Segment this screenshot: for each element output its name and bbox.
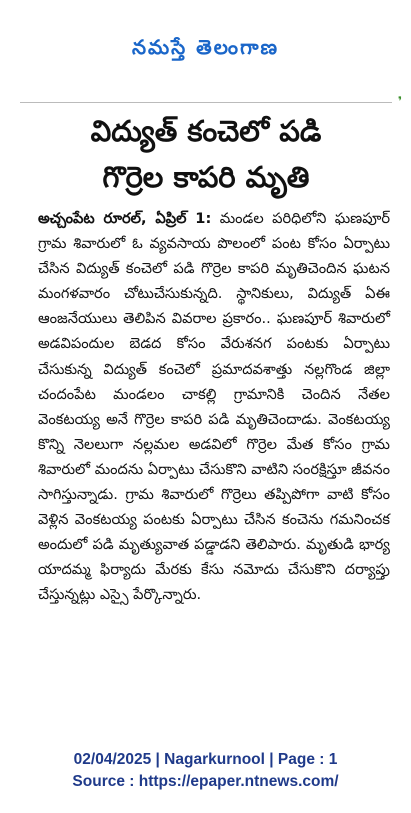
edition-info: 02/04/2025 | Nagarkurnool | Page : 1	[73, 751, 338, 768]
source-link: Source : https://epaper.ntnews.com/	[72, 773, 339, 790]
article-body	[38, 206, 390, 608]
masthead	[0, 6, 411, 88]
source-footer	[0, 749, 411, 793]
dateline: అచ్చంపేట రూరల్, ఏప్రిల్ 1:	[38, 210, 212, 227]
headline	[20, 108, 392, 200]
headline-line-1: విద్యుత్ కంచెలో పడి	[90, 114, 322, 148]
header-divider	[20, 102, 392, 103]
headline-line-2: గొర్రెల కాపరి మృతి	[102, 160, 310, 194]
newspaper-logo: నమస్తే తెలంగాణ	[131, 35, 280, 59]
article-text: మండల పరిధిలోని ఘణపూర్ గ్రామ శివారులో ఓ వ్యవసాయ పొలంలో పంట కోసం ఏర్పాటు చేసిన విద్యుత్ కంచెలో పడి గొర్రెల కాపరి మృతిచెందిన ఘటన మంగళవారం చోటుచేసుకున్నది. స్థానికులు, విద్యుత్ ఏఈ ఆంజనేయులు తెలిపిన వివరాల ప్రకారం.. ఘణపూర్ శివారులో అడవిపందుల బెడద కోసం వేరుశనగ పంటకు ఏర్పాటు చేసుకున్న విద్యుత్ కంచెలో ప్రమాదవశాత్తు నల్లగొండ జిల్లా చందంపేట మండలం చాకల్లి గ్రామానికి చెందిన నేతల వెంకటయ్య అనే గొర్రెల కాపరి పడి మృతిచెందాడు. వెంకటయ్య కొన్ని నెలలుగా నల్లమల అడవిలో గొర్రెల మేత కోసం గ్రామ శివారులో మందను ఏర్పాటు చేసుకొని వాటిని సంరక్షిస్తూ జీవనం సాగిస్తున్నాడు. గ్రామ శివారులో గొర్రెలు తప్పిపోగా వాటి కోసం వెళ్లిన వెంకటయ్య పంటకు ఏర్పాటు చేసిన కంచెను గమనించక అందులో పడి మృత్యువాత పడ్డాడని తెలిపారు. మృతుడి భార్య యాదమ్మ ఫిర్యాదు మేరకు కేసు నమోదు చేసుకొని దర్యాప్తు చేస్తున్నట్లు ఎస్సై పేర్కొన్నారు.	[38, 210, 390, 604]
ornament-icon: ❜	[398, 94, 403, 108]
article-paragraph	[38, 206, 390, 608]
